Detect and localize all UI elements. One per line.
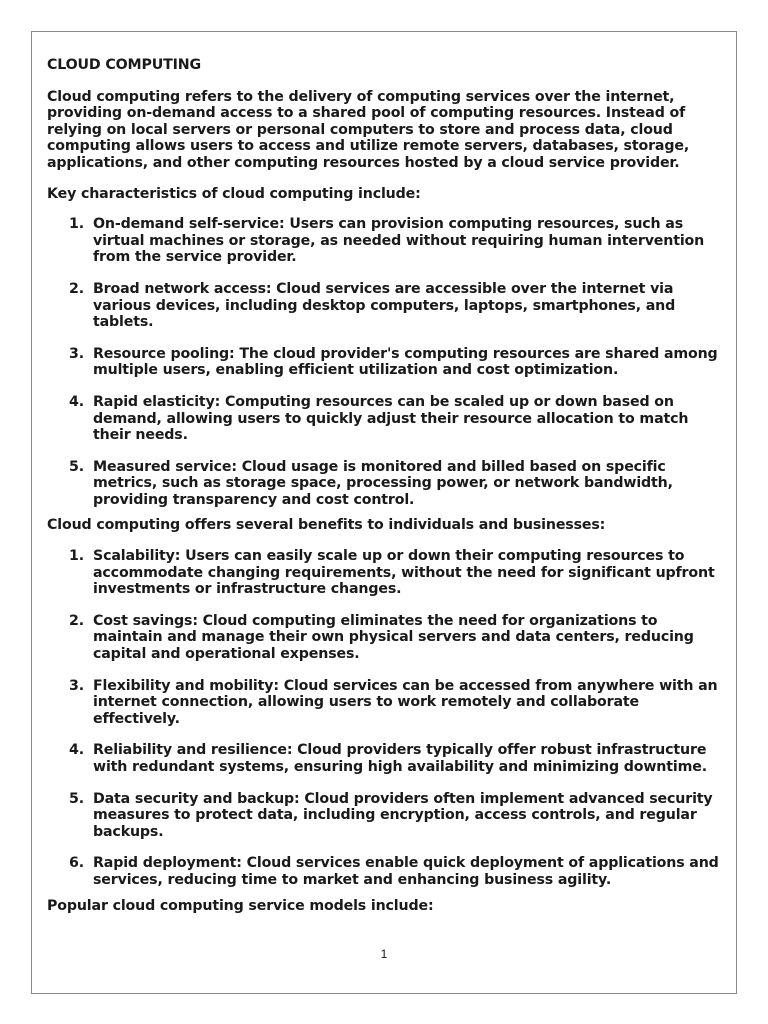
list-item — [47, 394, 727, 444]
list-item-text: Measured service: Cloud usage is monitored and billed based on specific metrics, such as storage space, processing power, or network bandwidth, providing transparency and cost control. — [93, 458, 673, 508]
document-title: CLOUD COMPUTING — [47, 57, 201, 73]
benefits-list — [47, 548, 727, 889]
list-item — [47, 216, 727, 266]
list-number: 2. — [69, 280, 84, 297]
list-item — [47, 548, 727, 598]
list-number: 5. — [69, 458, 84, 475]
list-item — [47, 281, 727, 331]
benefits-heading: Cloud computing offers several benefits to individuals and businesses: — [47, 517, 606, 534]
document-body — [47, 57, 727, 928]
list-item-text: On-demand self-service: Users can provision computing resources, such as virtual machines or storage, as needed without requiring human intervention from the service provider. — [93, 216, 705, 266]
list-item — [47, 742, 727, 775]
list-item — [47, 613, 727, 663]
intro-paragraph: Cloud computing refers to the delivery of computing services over the internet, providing on-demand access to a shared pool of computing resources. Instead of relying on local servers or personal computers to store and process data, cloud computing allows users to access and utilize remote servers, databases, storage, applications, and other computing resources hosted by a cloud service provider. — [47, 88, 690, 171]
list-number: 1. — [69, 548, 84, 565]
list-item — [47, 678, 727, 728]
list-number: 4. — [69, 742, 84, 759]
list-item-text: Rapid elasticity: Computing resources can be scaled up or down based on demand, allowing users to quickly adjust their resource allocation to match their needs. — [93, 393, 689, 444]
list-item — [47, 855, 727, 888]
list-item-text: Broad network access: Cloud services are accessible over the internet via various devices, including desktop computers, laptops, smartphones, and tablets. — [93, 280, 676, 331]
list-number: 6. — [69, 855, 84, 872]
list-item — [47, 791, 727, 841]
list-item — [47, 346, 727, 379]
list-item-text: Rapid deployment: Cloud services enable quick deployment of applications and services, reducing time to market and enhancing business agility. — [93, 855, 719, 888]
characteristics-list — [47, 216, 727, 508]
characteristics-heading: Key characteristics of cloud computing include: — [47, 185, 421, 202]
list-item-text: Resource pooling: The cloud provider's computing resources are shared among multiple users, enabling efficient utilization and cost optimization. — [93, 345, 718, 379]
list-number: 1. — [69, 216, 84, 233]
page-number: 1 — [380, 947, 388, 961]
list-number: 3. — [69, 345, 84, 362]
list-item-text: Scalability: Users can easily scale up or down their computing resources to accommodate changing requirements, without the need for significant upfront investments or infrastructure changes. — [93, 548, 715, 598]
list-item-text: Flexibility and mobility: Cloud services can be accessed from anywhere with an internet connection, allowing users to work remotely and collaborate effectively. — [93, 677, 718, 727]
list-number: 3. — [69, 677, 84, 694]
list-item-text: Cost savings: Cloud computing eliminates the need for organizations to maintain and manage their own physical servers and data centers, reducing capital and operational expenses. — [93, 612, 694, 663]
list-number: 2. — [69, 612, 84, 629]
list-item-text: Reliability and resilience: Cloud providers typically offer robust infrastructure with redundant systems, ensuring high availability and minimizing downtime. — [93, 742, 707, 775]
list-item-text: Data security and backup: Cloud providers often implement advanced security measures to protect data, including encryption, access controls, and regular backups. — [93, 790, 713, 840]
list-item — [47, 459, 727, 509]
list-number: 5. — [69, 790, 84, 807]
list-number: 4. — [69, 393, 84, 410]
service-models-heading: Popular cloud computing service models include: — [47, 897, 434, 914]
